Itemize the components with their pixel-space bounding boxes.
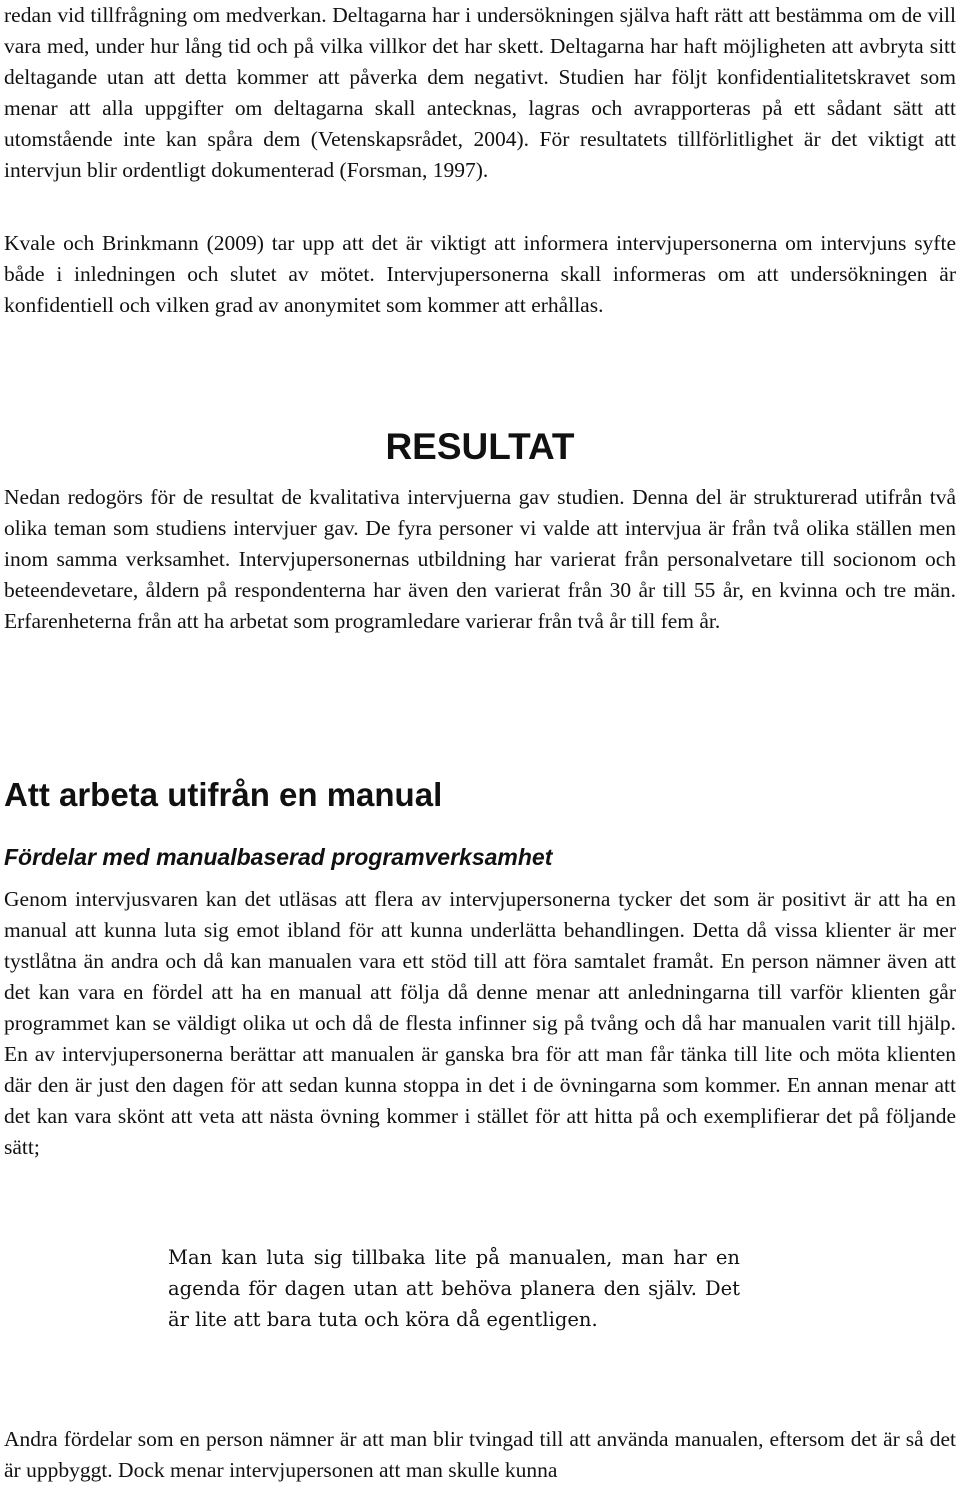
section-heading-arbeta: Att arbeta utifrån en manual	[4, 776, 443, 813]
section-heading-resultat: RESULTAT	[385, 426, 575, 467]
interview-quote: Man kan luta sig tillbaka lite på manualen, man har en agenda för dagen utan att behöva planera den själv. Det är lite att bara tuta och köra då egentligen.	[168, 1246, 740, 1331]
paragraph-kvale: Kvale och Brinkmann (2009) tar upp att det är viktigt att informera intervjupersonerna om intervjuns syfte både i inledningen och slutet av mötet. Intervjupersonerna skall informeras om att undersökningen är konfidentiell och vilken grad av anonymitet som kommer att erhållas.	[4, 231, 956, 317]
paragraph-intro: redan vid tillfrågning om medverkan. Deltagarna har i undersökningen själva haft rätt att bestämma om de vill vara med, under hur lång tid och på vilka villkor det har skett. Deltagarna har haft möjligheten att avbryta sitt deltagande utan att detta kommer att påverka dem negativt. Studien har följt konfidentialitetskravet som menar att alla uppgifter om deltagarna skall antecknas, lagras och avrapporteras på ett sådant sätt att utomstående inte kan spåra dem (Vetenskapsrådet, 2004). För resultatets tillförlitlighet är det viktigt att intervjun blir ordentligt dokumenterad (Forsman, 1997).	[4, 3, 956, 182]
paragraph-andra: Andra fördelar som en person nämner är att man blir tvingad till att använda manualen, eftersom det är så det är uppbyggt. Dock menar intervjupersonen att man skulle kunna	[4, 1427, 956, 1482]
subheading-fordelar: Fördelar med manualbaserad programverksamhet	[4, 844, 553, 870]
paragraph-resultat: Nedan redogörs för de resultat de kvalitativa intervjuerna gav studien. Denna del är strukturerad utifrån två olika teman som studiens intervjuer gav. De fyra personer vi valde att intervjua är från två olika ställen men inom samma verksamhet. Intervjupersonernas utbildning har varierat från personalvetare till socionom och beteendevetare, åldern på respondenterna har även den varierat från 30 år till 55 år, en kvinna och tre män. Erfarenheterna från att ha arbetat som programledare varierar från två år till fem år.	[4, 485, 956, 633]
paragraph-fordelar: Genom intervjusvaren kan det utläsas att flera av intervjupersonerna tycker det som är positivt är att ha en manual att kunna luta sig emot ibland för att kunna underlätta behandlingen. Detta då vissa klienter är mer tystlåtna än andra och då kan manualen vara ett stöd till att föra samtalet framåt. En person nämner även att det kan vara en fördel att ha en manual att följa då denne menar att anledningarna till varför klienten går programmet kan se väldigt olika ut och då de flesta infinner sig på tvång och då har manualen varit till hjälp. En av intervjupersonerna berättar att manualen är ganska bra för att man får tänka till lite och möta klienten där den är just den dagen för att sedan kunna stoppa in det i de övningarna som kommer. En annan menar att det kan vara skönt att veta att nästa övning kommer i stället för att hitta på och exemplifierar det på följande sätt;	[4, 887, 956, 1159]
